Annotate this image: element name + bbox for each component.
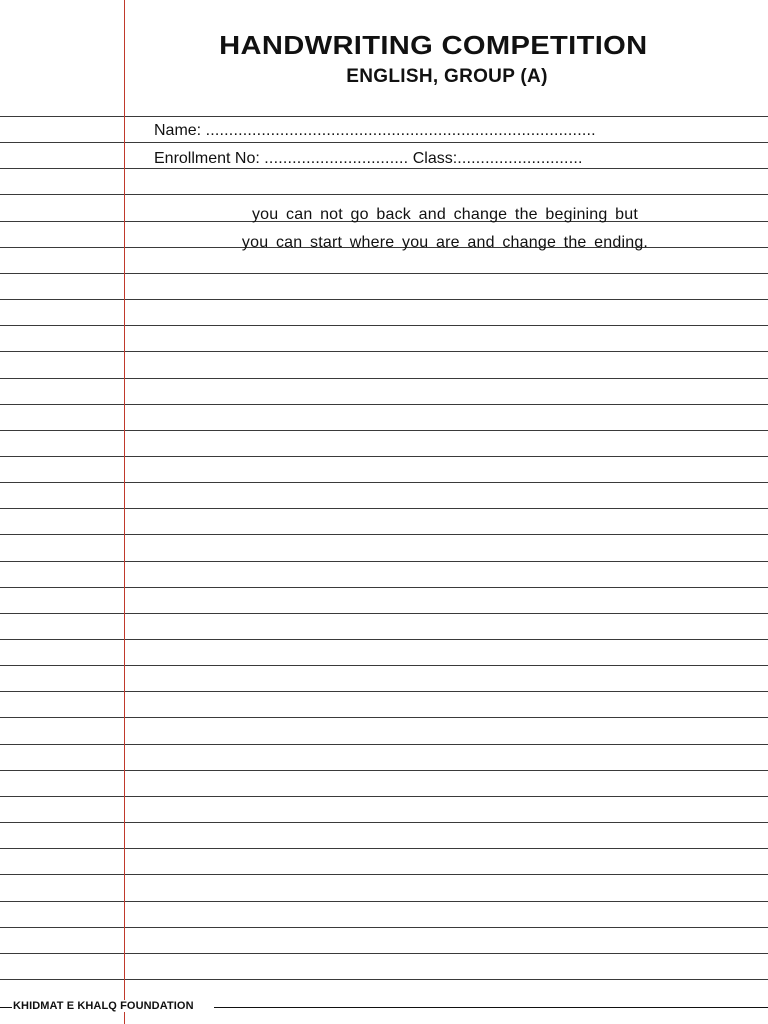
ruled-line <box>0 953 768 954</box>
ruled-line <box>0 587 768 588</box>
ruled-line <box>0 378 768 379</box>
ruled-line <box>0 744 768 745</box>
ruled-line <box>0 168 768 169</box>
ruled-line <box>0 639 768 640</box>
ruled-line <box>0 796 768 797</box>
ruled-line <box>0 717 768 718</box>
ruled-line <box>0 534 768 535</box>
ruled-line <box>0 194 768 195</box>
ruled-line <box>0 508 768 509</box>
footer-rule-left <box>0 1007 12 1008</box>
footer <box>0 1000 768 1014</box>
ruled-line <box>0 770 768 771</box>
page-subtitle: ENGLISH, GROUP (A) <box>346 66 548 87</box>
ruled-line <box>0 351 768 352</box>
quote-line-2: you can start where you are and change the ending. <box>241 234 649 251</box>
footer-rule-right <box>214 1007 768 1008</box>
class-label: Class: <box>412 150 458 167</box>
ruled-line <box>0 822 768 823</box>
ruled-line <box>0 848 768 849</box>
ruled-line <box>0 116 768 117</box>
ruled-line <box>0 325 768 326</box>
ruled-line <box>0 927 768 928</box>
ruled-line <box>0 404 768 405</box>
enrollment-dots[interactable]: ............................... <box>264 150 409 167</box>
footer-organization: KHIDMAT E KHALQ FOUNDATION <box>13 1000 194 1012</box>
ruled-line <box>0 456 768 457</box>
class-dots[interactable]: ........................... <box>457 150 583 167</box>
ruled-line <box>0 430 768 431</box>
ruled-line <box>0 613 768 614</box>
ruled-line <box>0 273 768 274</box>
ruled-line <box>0 691 768 692</box>
name-dots: .................................................................................... <box>205 122 596 139</box>
enrollment-class-row <box>154 150 684 168</box>
ruled-line <box>0 665 768 666</box>
ruled-line <box>0 874 768 875</box>
enrollment-label: Enrollment No: <box>154 150 260 167</box>
ruled-line <box>0 901 768 902</box>
ruled-line <box>0 142 768 143</box>
ruled-line <box>0 482 768 483</box>
quote-line-1: you can not go back and change the begining but <box>251 206 638 223</box>
page-title: HANDWRITING COMPETITION <box>219 30 648 60</box>
ruled-line <box>0 299 768 300</box>
ruled-line <box>0 979 768 980</box>
name-field[interactable] <box>154 122 684 140</box>
margin-line <box>124 0 125 1024</box>
ruled-line <box>0 561 768 562</box>
name-label: Name: <box>154 122 202 139</box>
